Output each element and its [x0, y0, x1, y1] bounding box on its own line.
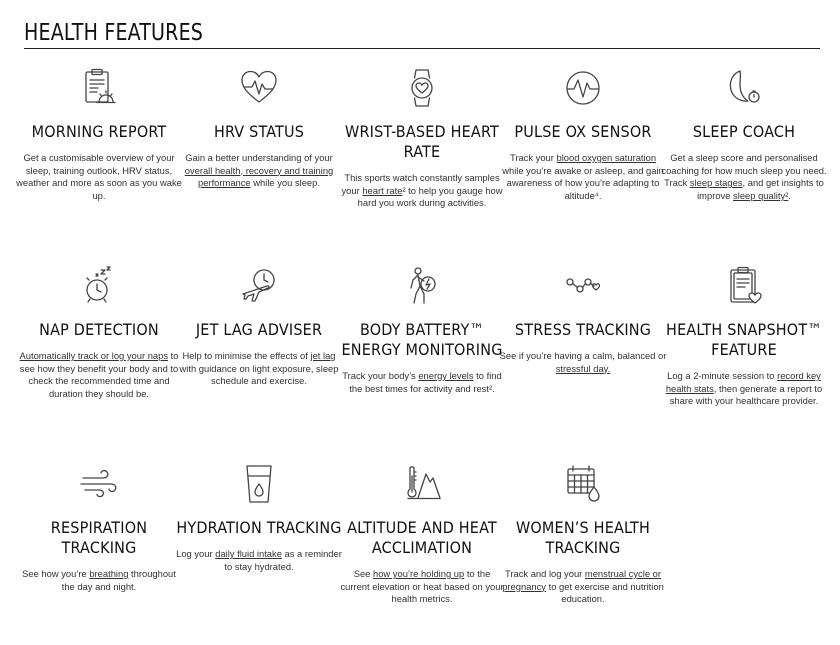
glass-drop-icon: [237, 462, 281, 506]
watch-heart-icon: [400, 66, 444, 110]
feature-title: STRESS TRACKING: [514, 320, 652, 339]
feature-text: to get exercise and nutrition education.: [546, 580, 664, 605]
feature-text: while you’re awake or asleep, and gain awareness of how you’re adapting to altitude⁴.: [502, 164, 664, 201]
feature-title: HEALTH SNAPSHOT™ FEATURE: [666, 320, 822, 359]
feature-text: Track your: [509, 152, 557, 163]
feature-text: to find the best times for activity and rest².: [349, 370, 502, 394]
feature-text: Gain a better understanding of your: [185, 152, 333, 163]
feature-jet-lag: [173, 264, 345, 388]
feature-text: , and get insights to improve: [697, 177, 824, 201]
feature-title: BODY BATTERY™ ENERGY MONITORING: [341, 320, 503, 359]
feature-text: .: [788, 189, 791, 201]
feature-text: See how you’re: [22, 568, 90, 579]
feature-description: [497, 350, 669, 375]
feature-link[interactable]: jet lag: [310, 350, 336, 361]
feature-text: Get a sleep score and personalised coaching for how much sleep you need. Track: [661, 152, 827, 189]
feature-text: throughout the day and night.: [61, 568, 176, 592]
feature-description: [173, 152, 345, 190]
feature-text: ² to help you gauge how hard you work during activities.: [357, 184, 503, 209]
feature-link[interactable]: record key health stats: [665, 370, 821, 394]
feature-title: WRIST-BASED HEART RATE: [345, 122, 499, 161]
feature-nap-detection: [13, 264, 185, 400]
feature-title: HYDRATION TRACKING: [176, 518, 342, 537]
calendar-drop-icon: [561, 462, 605, 506]
feature-text: as a reminder to stay hydrated.: [224, 548, 342, 572]
feature-title: WOMEN’S HEALTH TRACKING: [515, 518, 651, 557]
feature-sleep-coach: [658, 66, 830, 202]
feature-description: [658, 370, 830, 408]
feature-description: [497, 568, 669, 606]
feature-hydration: [173, 462, 345, 573]
title-divider: [24, 48, 820, 49]
page-title: HEALTH FEATURES: [24, 20, 204, 46]
feature-link[interactable]: sleep quality²: [733, 189, 789, 201]
feature-text: Log your: [176, 548, 216, 559]
feature-link[interactable]: heart rate: [362, 184, 403, 196]
plane-clock-icon: [237, 264, 281, 308]
thermometer-mountain-icon: [400, 462, 444, 506]
feature-title: JET LAG ADVISER: [195, 320, 323, 339]
feature-link[interactable]: energy levels: [418, 370, 474, 381]
feature-text: Log a 2-minute session to: [667, 370, 778, 381]
feature-text: Track your body’s: [342, 370, 419, 381]
feature-title: ALTITUDE AND HEAT ACCLIMATION: [347, 518, 497, 557]
feature-title: RESPIRATION TRACKING: [50, 518, 148, 557]
feature-description: [13, 350, 185, 400]
feature-morning-report: [13, 66, 185, 202]
feature-link[interactable]: daily fluid intake: [215, 548, 282, 559]
feature-link[interactable]: menstrual cycle or pregnancy: [502, 568, 661, 592]
stress-wave-icon: [561, 264, 605, 308]
feature-title: NAP DETECTION: [39, 320, 159, 339]
feature-description: [173, 350, 345, 388]
feature-link[interactable]: stressful day.: [555, 362, 611, 374]
feature-title: MORNING REPORT: [31, 122, 167, 141]
feature-title: HRV STATUS: [213, 122, 305, 141]
feature-body-battery: [336, 264, 508, 395]
feature-pulse-ox: [497, 66, 669, 202]
feature-description: [336, 568, 508, 606]
feature-text: Track and log your: [505, 568, 585, 579]
feature-description: [497, 152, 669, 202]
feature-text: See if you’re having a calm, balanced or: [499, 350, 667, 361]
feature-description: [13, 568, 185, 593]
feature-title: SLEEP COACH: [692, 122, 796, 141]
feature-health-snapshot: [658, 264, 830, 408]
feature-title: PULSE OX SENSOR: [514, 122, 652, 141]
feature-text: , then generate a report to share with your healthcare provider.: [669, 382, 823, 407]
feature-womens-health: [497, 462, 669, 606]
feature-wrist-heart-rate: [336, 66, 508, 210]
clipboard-heart-icon: [722, 264, 766, 308]
moon-stopwatch-icon: [722, 66, 766, 110]
feature-link[interactable]: blood oxygen saturation: [556, 152, 657, 163]
person-battery-icon: [400, 264, 444, 308]
feature-text: Help to minimise the effects of: [182, 350, 311, 361]
feature-description: [13, 152, 185, 202]
pulse-circle-icon: [561, 66, 605, 110]
feature-text: to see how they benefit your body and to check the recommended time and duration they should be.: [19, 350, 179, 399]
feature-text: with guidance on light exposure, sleep schedule and exercise.: [179, 362, 339, 387]
feature-link[interactable]: Automatically track or log your naps: [19, 350, 169, 361]
feature-link[interactable]: overall health, recovery and training performance: [184, 164, 334, 189]
feature-link[interactable]: how you’re holding up: [373, 568, 465, 579]
feature-text: to the current elevation or heat based on your health metrics.: [340, 568, 504, 605]
feature-link[interactable]: sleep stages: [689, 177, 743, 189]
feature-link[interactable]: breathing: [89, 568, 129, 579]
feature-description: [336, 370, 508, 395]
wind-icon: [77, 462, 121, 506]
feature-text: See: [353, 568, 373, 579]
feature-respiration: [13, 462, 185, 593]
feature-hrv-status: [173, 66, 345, 190]
feature-text: This sports watch constantly samples your: [341, 172, 500, 196]
alarm-clock-zzz-icon: [77, 264, 121, 308]
feature-text: Get a customisable overview of your sleep, training outlook, HRV status, weather and more as soon as you wake up.: [16, 152, 182, 201]
feature-stress-tracking: [497, 264, 669, 375]
feature-altitude-heat: [336, 462, 508, 606]
feature-description: [336, 172, 508, 210]
feature-description: [173, 548, 345, 573]
feature-text: while you sleep.: [250, 177, 320, 189]
heart-pulse-icon: [237, 66, 281, 110]
feature-description: [658, 152, 830, 202]
clipboard-sunrise-icon: [77, 66, 121, 110]
